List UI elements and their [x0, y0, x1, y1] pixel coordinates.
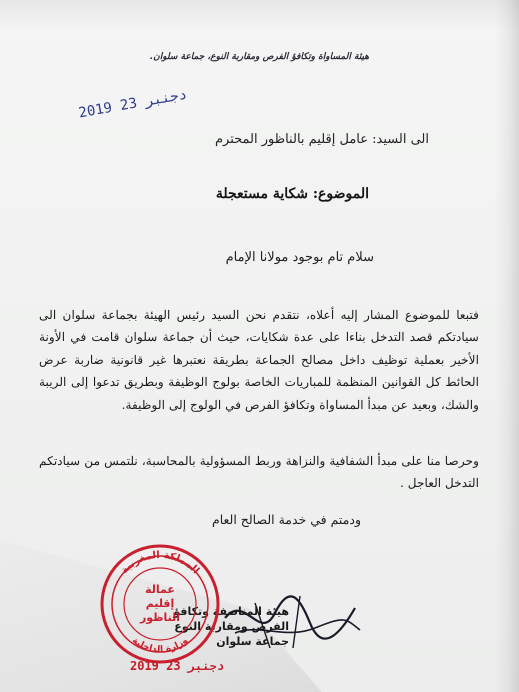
signature-line-1: هيئة المناصفة وتكافؤ: [173, 605, 289, 618]
subject-line: الموضوع: شكاية مستعجلة: [215, 186, 369, 202]
handwritten-date: 2019 دجنبر 23: [77, 86, 189, 122]
paper-fold-shadow: [495, 0, 519, 692]
stamp-line-province: عمالة: [145, 583, 175, 596]
body-paragraph-1: فتبعا للموضوع المشار إليه أعلاه، نتقدم نحن السيد رئيس الهيئة بجماعة سلوان الى سيادتكم قصد التدخل بناءا على عدة شكايات، حيث أن جماعة سلوان قامت في الأونة الأخير بعملية توظيف داخل مصالح الجماعة بطريقة نعتبرها غير قانونية ضاربة عرض الحائط كل القوانين المنظمة للمباريات الخاصة بولوج الوظيفة وبطريق تدعوا إلى الريبة والشك، وبعيد عن مبدأ المساواة وتكافؤ الفرص في الولوج إلى الوظيفة.: [39, 308, 479, 412]
stamp-date: 2019 دجنبر 23: [130, 659, 224, 673]
body-paragraph-2: وحرصا منا على مبدأ الشفافية والنزاهة وربط المسؤولية بالمحاسبة، نلتمس من سيادتكم التدخل العاجل .: [39, 454, 479, 491]
addressee-line: الى السيد: عامل إقليم بالناظور المحترم: [215, 132, 429, 147]
stamp-arc-bottom: وزارة الداخلية: [129, 635, 191, 656]
stamp-line-city: الناظور: [139, 611, 181, 624]
signature-line-2: الفرص ومقاربة النوع: [174, 620, 289, 633]
closing-line: ودمتم في خدمة الصالح العام: [211, 512, 361, 527]
paper-top-edge: [0, 0, 519, 30]
signature-line-3: جماعة سلوان: [216, 635, 289, 648]
stamp-line-region: إقليم: [145, 597, 175, 610]
official-stamp: [96, 540, 224, 668]
organization-header: هيئة المساواة وتكافؤ الفرص ومقاربة النوع، جماعة سلوان.: [149, 52, 369, 62]
greeting-line: سلام تام بوجود مولانا الإمام: [225, 250, 374, 265]
stamp-arc-top: المملكة المغربية: [119, 549, 202, 577]
